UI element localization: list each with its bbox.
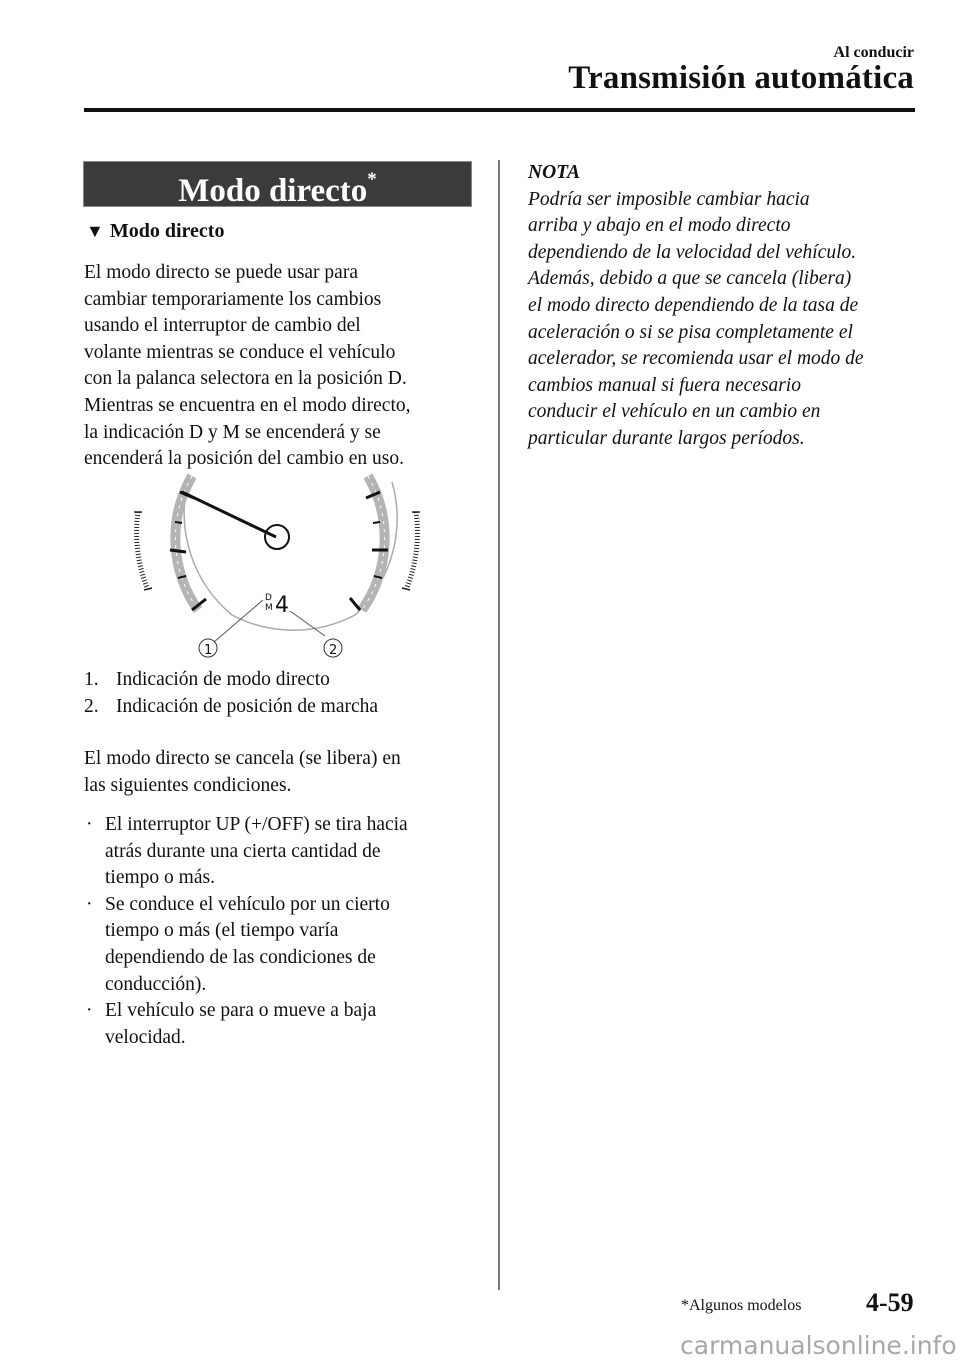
list-item: · El interruptor UP (+/OFF) se tira hacia atrás durante una cierta cantidad de tiempo o más.: [86, 814, 408, 889]
text-line: usando el interruptor de cambio del: [84, 315, 361, 337]
banner-title: Modo directo: [178, 173, 368, 209]
gear-position: 4: [275, 593, 289, 618]
text-line: acelerador, se recomienda usar el modo de: [528, 348, 864, 370]
callout-1: 1: [204, 643, 213, 658]
text-line: las siguientes condiciones.: [84, 774, 292, 796]
m-indicator: M: [265, 603, 273, 613]
bullet-icon: ·: [86, 893, 93, 915]
text-line: El modo directo se puede usar para: [84, 262, 358, 283]
figure-legend: [84, 667, 378, 720]
intro-paragraph: [84, 260, 484, 473]
text-line: Podría ser imposible cambiar hacia: [528, 188, 810, 210]
footnote: *Algunos modelos: [681, 1297, 802, 1314]
note-box: [528, 160, 928, 453]
list-item: · Se conduce el vehículo por un cierto tiempo o más (el tiempo varía dependiendo de las condiciones de conducción).: [86, 893, 390, 995]
text-line: volante mientras se conduce el vehículo: [84, 341, 396, 363]
bullet-icon: ·: [86, 1000, 93, 1022]
triangle-marker-icon: ▼: [86, 221, 104, 241]
instrument-cluster-figure: [120, 470, 440, 660]
legend-item: 1. Indicación de modo directo: [84, 669, 330, 690]
conditions-list: [84, 812, 484, 1051]
cancel-paragraph: [84, 746, 484, 799]
text-line: Mientras se encuentra en el modo directo,: [84, 394, 411, 416]
text-line: cambios manual si fuera necesario: [528, 374, 801, 396]
text-line: conducir el vehículo en un cambio en: [528, 401, 821, 423]
text-line: arriba y abajo en el modo directo: [528, 215, 791, 237]
text-line: cambiar temporariamente los cambios: [84, 288, 382, 310]
column-divider: [498, 160, 500, 1290]
text-line: la indicación D y M se encenderá y se: [84, 421, 381, 443]
watermark: carmanualsonline.info: [680, 1331, 957, 1360]
text-line: con la palanca selectora en la posición D.: [84, 368, 407, 390]
list-item: · El vehículo se para o mueve a baja velocidad.: [86, 1000, 377, 1048]
text-line: aceleración o si se pisa completamente el: [528, 321, 853, 343]
subheading-text: Modo directo: [109, 220, 225, 242]
legend-item: 2. Indicación de posición de marcha: [84, 695, 379, 717]
section-banner: [83, 161, 472, 207]
subheading: [86, 220, 224, 243]
section-label: Al conducir: [833, 44, 914, 61]
note-title: NOTA: [528, 162, 581, 183]
banner-asterisk: *: [367, 169, 377, 190]
text-line: dependiendo de la velocidad del vehículo.: [528, 241, 857, 263]
text-line: El modo directo se cancela (se libera) en: [84, 748, 401, 769]
d-indicator: D: [265, 593, 272, 603]
callout-2: 2: [329, 643, 338, 658]
chapter-title: Transmisión automática: [568, 60, 914, 96]
bullet-icon: ·: [86, 814, 93, 835]
text-line: particular durante largos períodos.: [528, 427, 805, 449]
header-rule: [84, 108, 915, 112]
text-line: el modo directo dependiendo de la tasa de: [528, 294, 859, 316]
text-line: encenderá la posición del cambio en uso.: [84, 448, 405, 470]
text-line: Además, debido a que se cancela (libera): [528, 268, 852, 290]
page-number: 4-59: [866, 1288, 914, 1317]
